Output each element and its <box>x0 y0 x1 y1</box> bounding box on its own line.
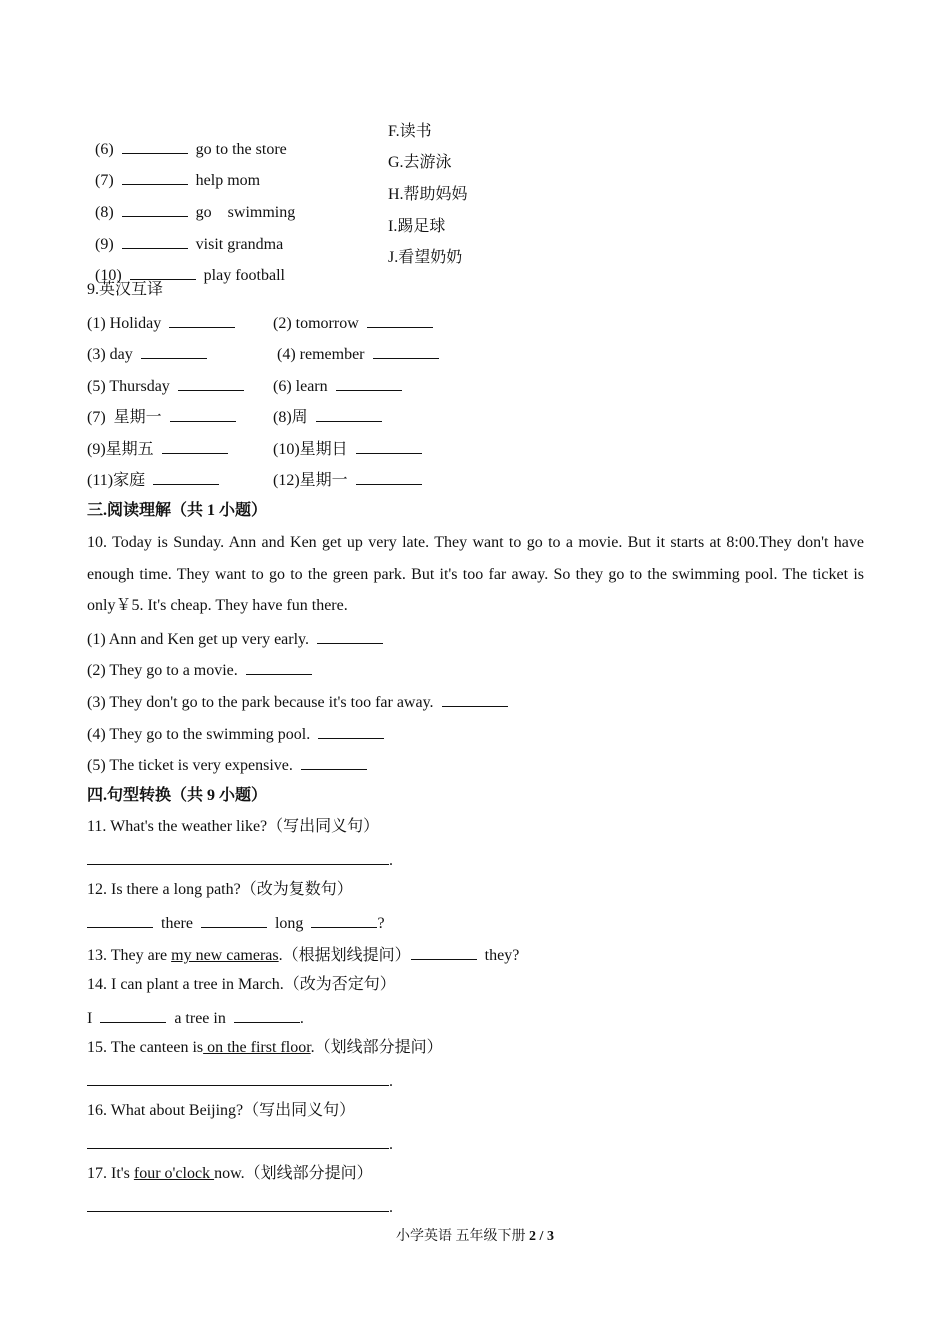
question-12: 12. Is there a long path?（改为复数句） <box>87 881 353 898</box>
matching-row <box>87 155 260 189</box>
question-13: 13. They are my new cameras.（根据划线提问） they? <box>87 947 520 964</box>
matching-row <box>87 250 285 284</box>
matching-phrase: play football <box>203 267 285 284</box>
answer-blank <box>170 408 236 422</box>
translate-item: (4) remember <box>277 345 439 363</box>
answer-blank <box>246 661 312 675</box>
question-15: 15. The canteen is on the first floor.（划线部分提问） <box>87 1039 443 1056</box>
answer-blank <box>162 440 228 454</box>
reading-item: (1) Ann and Ken get up very early. <box>87 630 383 648</box>
answer-blank <box>178 377 244 391</box>
reading-item: (3) They don't go to the park because it's too far away. <box>87 693 508 711</box>
answer-blank <box>336 377 402 391</box>
translate-item: (6) learn <box>273 377 402 395</box>
page-number: 2 <box>529 1229 537 1244</box>
matching-num: (7) <box>95 172 114 189</box>
answer-blank <box>153 471 219 485</box>
section-heading: 四.句型转换（共 9 小题） <box>87 787 268 804</box>
answer-blank <box>130 266 196 280</box>
answer-blank <box>169 314 235 328</box>
translate-item: (7) 星期一 <box>87 408 236 426</box>
translate-item: (2) tomorrow <box>273 314 433 332</box>
matching-row <box>87 219 283 253</box>
question-title: 9.英汉互译 <box>87 281 164 298</box>
matching-phrase: help mom <box>195 172 261 189</box>
translate-item: (10)星期日 <box>273 440 422 458</box>
answer-blank <box>373 345 439 359</box>
answer-blank <box>141 345 207 359</box>
answer-blank <box>442 693 508 707</box>
answer-blank <box>356 471 422 485</box>
answer-blank <box>311 914 377 928</box>
reading-item: (5) The ticket is very expensive. <box>87 756 367 774</box>
answer-blank <box>316 408 382 422</box>
reading-item: (2) They go to a movie. <box>87 661 312 679</box>
reading-item: (4) They go to the swimming pool. <box>87 725 384 743</box>
translate-item: (8)周 <box>273 408 382 426</box>
matching-phrase: go swimming <box>195 204 296 221</box>
answer-blank <box>234 1009 300 1023</box>
matching-row <box>87 187 295 221</box>
question-17: 17. It's four o'clock now.（划线部分提问） <box>87 1165 373 1182</box>
answer-blank <box>87 1072 389 1086</box>
answer-blank <box>122 235 188 249</box>
matching-num: (9) <box>95 236 114 253</box>
question-14: 14. I can plant a tree in March.（改为否定句） <box>87 976 396 993</box>
answer-line: I a tree in . <box>87 1010 304 1027</box>
page-footer: 小学英语 五年级下册 2 / 3 <box>396 1229 554 1244</box>
translate-item: (5) Thursday <box>87 377 244 395</box>
answer-blank <box>87 914 153 928</box>
answer-blank <box>87 851 389 865</box>
answer-line: . <box>87 1135 393 1153</box>
matching-num: (6) <box>95 141 114 158</box>
answer-blank <box>87 1135 389 1149</box>
translate-item: (12)星期一 <box>273 471 422 489</box>
answer-blank <box>318 725 384 739</box>
answer-blank <box>201 914 267 928</box>
matching-phrase: go to the store <box>195 141 287 158</box>
answer-line: . <box>87 851 393 869</box>
answer-blank <box>100 1009 166 1023</box>
translate-item: (11)家庭 <box>87 471 219 489</box>
answer-blank <box>367 314 433 328</box>
section-heading: 三.阅读理解（共 1 小题） <box>87 502 268 519</box>
answer-blank <box>122 171 188 185</box>
reading-passage: 10. Today is Sunday. Ann and Ken get up very late. They want to go to a movie. But it starts at 8:00.They don't have enough time. They want to go to the green park. But it's too far away. So they go to the swimming pool. The ticket is only￥5. It's cheap. They have fun there. <box>87 534 864 615</box>
matching-phrase: visit grandma <box>195 236 284 253</box>
translate-item: (3) day <box>87 345 207 363</box>
answer-line: . <box>87 1198 393 1216</box>
question-11: 11. What's the weather like?（写出同义句） <box>87 818 380 835</box>
answer-blank <box>122 140 188 154</box>
matching-row <box>87 124 287 158</box>
answer-blank <box>301 756 367 770</box>
answer-line: there long ? <box>87 914 385 932</box>
matching-answer: G.去游泳 <box>388 154 452 171</box>
translate-item: (9)星期五 <box>87 440 228 458</box>
translate-item: (1) Holiday <box>87 314 235 332</box>
matching-answer: F.读书 <box>388 123 432 140</box>
matching-answer: J.看望奶奶 <box>388 249 463 266</box>
answer-blank <box>87 1198 389 1212</box>
matching-num: (8) <box>95 204 114 221</box>
matching-answer: H.帮助妈妈 <box>388 186 468 203</box>
answer-blank <box>411 946 477 960</box>
page-total: 3 <box>546 1229 554 1244</box>
answer-blank <box>122 203 188 217</box>
matching-answer: I.踢足球 <box>388 218 446 235</box>
answer-blank <box>317 630 383 644</box>
answer-line: . <box>87 1072 393 1090</box>
matching-num: (10) <box>95 267 122 284</box>
answer-blank <box>356 440 422 454</box>
question-16: 16. What about Beijing?（写出同义句） <box>87 1102 356 1119</box>
